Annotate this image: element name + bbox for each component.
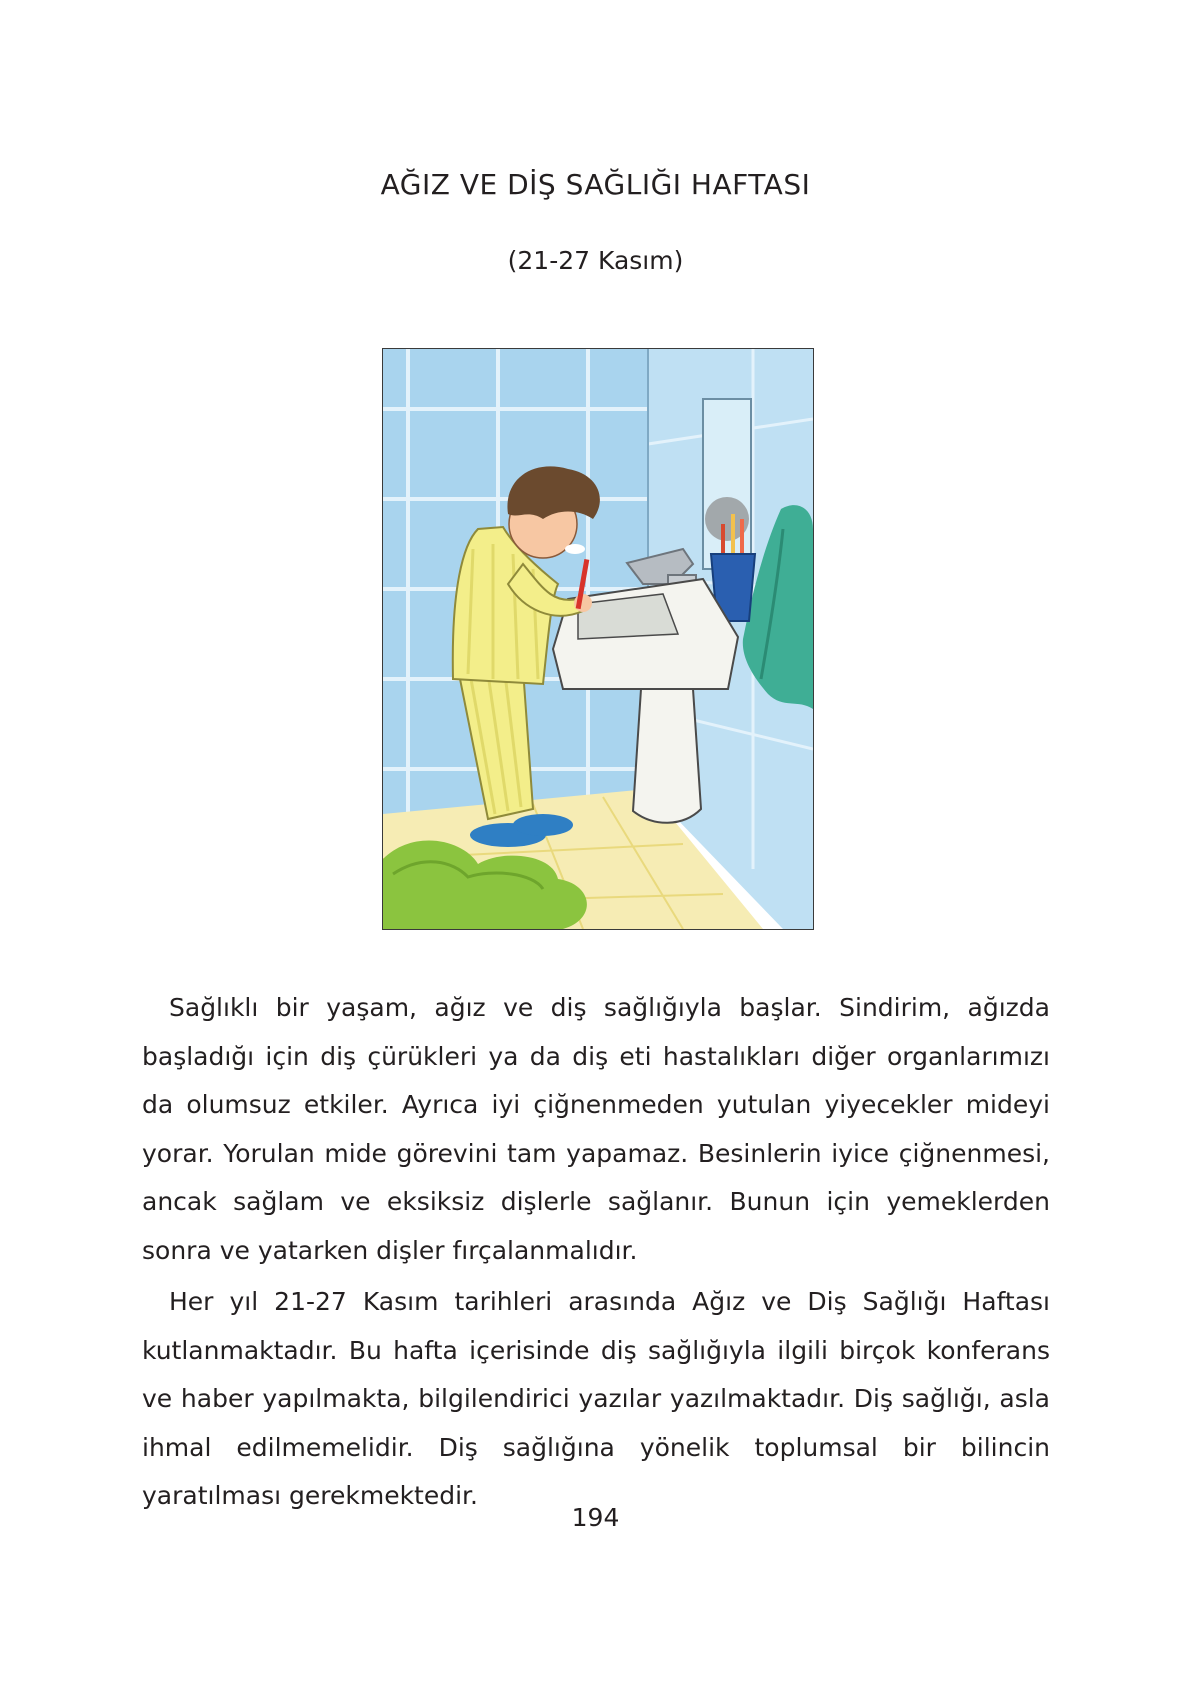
- paragraph-1: Sağlıklı bir yaşam, ağız ve diş sağlığıyla başlar. Sindirim, ağızda başladığı için diş çürükleri ya da diş eti hastalıkları diğer organlarımızı da olumsuz etkiler. Ayrıca iyi çiğnenmeden yutulan yiyecekler mideyi yorar. Yorulan mide görevini tam yapamaz. Besinlerin iyice çiğnenmesi, ancak sağlam ve eksiksiz dişlerle sağlanır. Bunun için yemeklerden sonra ve yatarken dişler fırçalanmalıdır.: [142, 993, 1050, 1265]
- page-number: 194: [571, 1503, 620, 1532]
- page-title: AĞIZ VE DİŞ SAĞLIĞI HAFTASI: [380, 168, 811, 201]
- paragraph-2: Her yıl 21-27 Kasım tarihleri arasında Ağız ve Diş Sağlığı Haftası kutlanmaktadır. Bu hafta içerisinde diş sağlığıyla ilgili birçok konferans ve haber yapılmakta, bilgilendirici yazılar yazılmaktadır. Diş sağlığı, asla ihmal edilmemelidir. Diş sağlığına yönelik toplumsal bir bilincin yaratılması gerekmektedir.: [142, 1287, 1050, 1510]
- boy-brushing-teeth-illustration: [382, 348, 814, 930]
- page-subtitle: (21-27 Kasım): [507, 246, 684, 275]
- body-text: [142, 984, 1050, 1524]
